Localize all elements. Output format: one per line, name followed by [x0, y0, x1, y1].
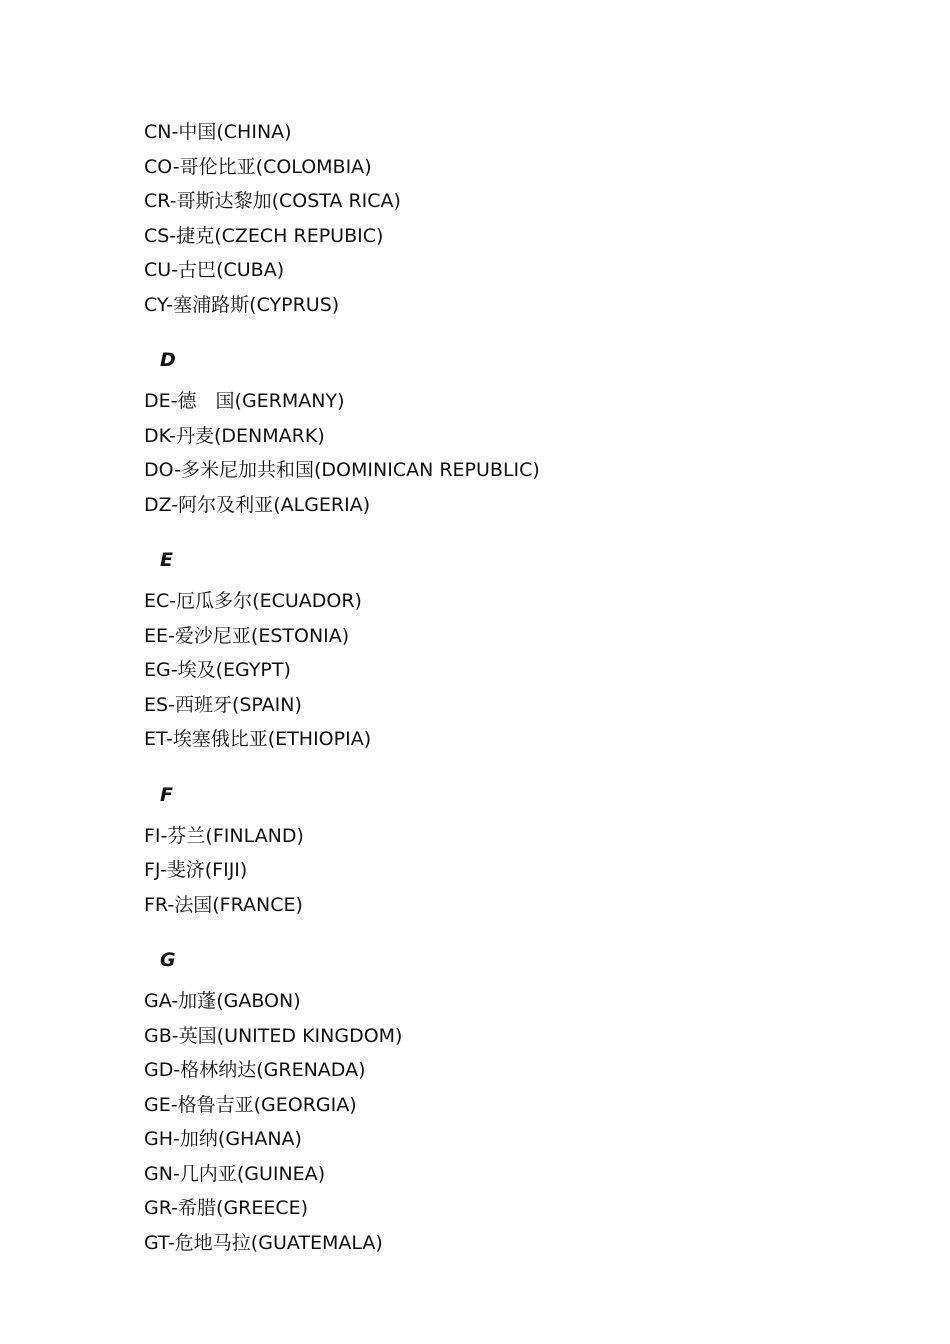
country-code: DK — [144, 424, 170, 447]
separator-dash: - — [169, 224, 177, 247]
close-paren: ) — [239, 859, 248, 881]
country-name-english: GHANA — [225, 1128, 295, 1150]
country-name-chinese: 哥斯达黎加 — [176, 190, 272, 212]
country-code: GD — [144, 1059, 174, 1081]
open-paren: ( — [216, 1024, 225, 1047]
open-paren: ( — [216, 259, 224, 281]
country-name-chinese: 加纳 — [179, 1128, 218, 1150]
country-entry — [144, 853, 904, 888]
country-code: GA — [144, 990, 172, 1012]
country-code: DE — [144, 390, 171, 412]
close-paren: ) — [375, 224, 384, 247]
country-name-english: FRANCE — [219, 893, 296, 916]
separator-dash: - — [173, 1059, 181, 1081]
separator-dash: - — [159, 859, 167, 881]
country-entry — [144, 653, 904, 688]
separator-dash: - — [169, 424, 176, 447]
open-paren: ( — [214, 224, 222, 247]
close-paren: ) — [296, 824, 304, 847]
close-paren: ) — [358, 1059, 366, 1081]
country-code: ES — [144, 693, 169, 716]
country-entry — [144, 488, 904, 523]
country-entry — [144, 1226, 904, 1261]
country-name-chinese: 斐济 — [166, 859, 205, 881]
country-entry — [144, 453, 904, 488]
separator-dash: - — [167, 893, 175, 916]
country-entry — [144, 1053, 904, 1088]
open-paren: ( — [216, 990, 224, 1012]
close-paren: ) — [294, 1128, 302, 1150]
country-code: CU — [144, 259, 172, 281]
country-entry — [144, 688, 904, 723]
close-paren: ) — [276, 259, 285, 281]
country-name-chinese: 埃塞俄比亚 — [172, 728, 268, 750]
country-name-chinese: 危地马拉 — [174, 1231, 251, 1254]
separator-dash: - — [171, 493, 179, 516]
country-code: CY — [144, 293, 167, 316]
close-paren: ) — [393, 190, 401, 212]
country-name-english: COSTA RICA — [279, 190, 394, 212]
country-name-chinese: 阿尔及利亚 — [178, 493, 274, 516]
close-paren: ) — [331, 293, 340, 316]
country-code: FI — [144, 824, 161, 847]
country-name-chinese: 格鲁吉亚 — [177, 1093, 254, 1116]
open-paren: ( — [213, 424, 222, 447]
country-code: EE — [144, 624, 169, 647]
open-paren: ( — [231, 693, 240, 716]
open-paren: ( — [204, 859, 213, 881]
close-paren: ) — [295, 893, 303, 916]
country-entry — [144, 1191, 904, 1226]
country-name-chinese: 几内亚 — [179, 1162, 237, 1185]
separator-dash: - — [169, 590, 177, 612]
country-name-chinese: 希腊 — [178, 1197, 217, 1219]
country-code: GT — [144, 1231, 168, 1254]
section-letter-heading: E — [160, 549, 173, 571]
separator-dash: - — [173, 1128, 180, 1150]
country-name-chinese: 塞浦路斯 — [173, 293, 250, 316]
close-paren: ) — [362, 493, 371, 516]
close-paren: ) — [317, 1162, 326, 1185]
country-entry — [144, 150, 904, 185]
separator-dash: - — [172, 155, 180, 178]
country-name-english: ETHIOPIA — [275, 728, 364, 750]
section-letter-heading: G — [160, 949, 176, 971]
country-entry — [144, 384, 904, 419]
country-name-english: GEORGIA — [261, 1093, 350, 1116]
country-name-chinese: 丹麦 — [175, 424, 214, 447]
country-code: GB — [144, 1024, 172, 1047]
separator-dash: - — [171, 121, 179, 143]
country-entry — [144, 1019, 904, 1054]
country-entry — [144, 584, 904, 619]
country-name-chinese: 法国 — [174, 893, 213, 916]
close-paren: ) — [300, 1197, 309, 1219]
country-code: FR — [144, 893, 168, 916]
open-paren: ( — [273, 493, 281, 516]
separator-dash: - — [168, 624, 175, 647]
country-entry — [144, 819, 904, 854]
separator-dash: - — [170, 390, 178, 412]
separator-dash: - — [171, 259, 179, 281]
country-name-chinese: 德 国 — [177, 390, 235, 412]
country-name-english: COLOMBIA — [263, 155, 365, 178]
separator-dash: - — [160, 824, 168, 847]
country-entry — [144, 1122, 904, 1157]
country-entry — [144, 1157, 904, 1192]
country-name-english: ESTONIA — [258, 624, 342, 647]
open-paren: ( — [234, 390, 242, 412]
country-name-english: GREECE — [223, 1197, 301, 1219]
open-paren: ( — [250, 624, 259, 647]
country-name-english: SPAIN — [239, 693, 295, 716]
country-name-english: GERMANY — [241, 390, 338, 412]
country-entry — [144, 253, 904, 288]
country-name-english: EGYPT — [223, 659, 284, 681]
separator-dash: - — [170, 659, 178, 681]
country-entry — [144, 419, 904, 454]
country-name-english: CYPRUS — [256, 293, 332, 316]
country-entry — [144, 722, 904, 757]
country-entry — [144, 888, 904, 923]
section-letter-heading: D — [160, 349, 176, 371]
separator-dash: - — [171, 1024, 179, 1047]
open-paren: ( — [216, 121, 224, 143]
country-name-chinese: 加蓬 — [178, 990, 217, 1012]
close-paren: ) — [341, 624, 350, 647]
separator-dash: - — [171, 1197, 179, 1219]
country-name-english: DOMINICAN REPUBLIC — [321, 459, 533, 481]
separator-dash: - — [174, 459, 181, 481]
country-code: DZ — [144, 493, 172, 516]
country-name-chinese: 捷克 — [176, 224, 215, 247]
open-paren: ( — [314, 459, 322, 481]
country-name-english: CHINA — [223, 121, 285, 143]
country-code-list — [144, 115, 904, 1260]
country-name-english: ECUADOR — [259, 590, 355, 612]
country-code: CS — [144, 224, 170, 247]
open-paren: ( — [256, 1059, 264, 1081]
close-paren: ) — [375, 1231, 383, 1254]
separator-dash: - — [169, 190, 177, 212]
country-code: EG — [144, 659, 171, 681]
close-paren: ) — [317, 424, 325, 447]
separator-dash: - — [167, 1231, 175, 1254]
separator-dash: - — [172, 1162, 180, 1185]
country-name-chinese: 古巴 — [178, 259, 217, 281]
country-name-chinese: 中国 — [178, 121, 217, 143]
country-code: GR — [144, 1197, 172, 1219]
section-letter-heading: F — [160, 783, 173, 806]
country-entry — [144, 288, 904, 323]
open-paren: ( — [250, 1231, 259, 1254]
close-paren: ) — [354, 590, 362, 612]
close-paren: ) — [293, 990, 301, 1012]
close-paren: ) — [363, 728, 372, 750]
separator-dash: - — [165, 728, 173, 750]
country-name-english: DENMARK — [221, 424, 318, 447]
open-paren: ( — [271, 190, 279, 212]
close-paren: ) — [337, 390, 345, 412]
open-paren: ( — [255, 155, 264, 178]
country-name-chinese: 厄瓜多尔 — [176, 590, 253, 612]
country-entry — [144, 219, 904, 254]
country-code: ET — [144, 728, 166, 750]
separator-dash: - — [171, 990, 179, 1012]
country-code: GE — [144, 1093, 171, 1116]
country-entry — [144, 984, 904, 1019]
close-paren: ) — [364, 155, 372, 178]
open-paren: ( — [253, 1093, 262, 1116]
close-paren: ) — [294, 693, 302, 716]
country-code: GH — [144, 1128, 174, 1150]
country-code: GN — [144, 1162, 173, 1185]
open-paren: ( — [212, 893, 220, 916]
country-name-chinese: 芬兰 — [167, 824, 206, 847]
country-code: CO — [144, 155, 173, 178]
country-entry — [144, 184, 904, 219]
country-name-english: ALGERIA — [280, 493, 363, 516]
country-name-chinese: 英国 — [178, 1024, 217, 1047]
country-name-english: UNITED KINGDOM — [224, 1024, 396, 1047]
country-code: DO — [144, 459, 175, 481]
country-name-english: CZECH REPUBIC — [221, 224, 376, 247]
country-name-chinese: 西班牙 — [174, 693, 232, 716]
country-code: CN — [144, 121, 172, 143]
country-code: FJ — [144, 859, 160, 881]
country-name-english: CUBA — [223, 259, 277, 281]
open-paren: ( — [205, 824, 213, 847]
close-paren: ) — [284, 121, 292, 143]
country-code: EC — [144, 590, 170, 612]
country-name-chinese: 多米尼加共和国 — [180, 459, 314, 481]
close-paren: ) — [349, 1093, 357, 1116]
open-paren: ( — [267, 728, 276, 750]
country-entry — [144, 115, 904, 150]
separator-dash: - — [168, 693, 175, 716]
country-name-chinese: 格林纳达 — [180, 1059, 257, 1081]
country-entry — [144, 619, 904, 654]
separator-dash: - — [166, 293, 174, 316]
open-paren: ( — [215, 659, 224, 681]
country-name-english: FINLAND — [212, 824, 297, 847]
open-paren: ( — [252, 590, 260, 612]
close-paren: ) — [395, 1024, 403, 1047]
separator-dash: - — [170, 1093, 178, 1116]
country-name-english: FIJI — [212, 859, 240, 881]
country-name-english: GUATEMALA — [258, 1231, 376, 1254]
country-name-chinese: 哥伦比亚 — [179, 155, 256, 178]
close-paren: ) — [283, 659, 291, 681]
country-name-english: GUINEA — [244, 1162, 318, 1185]
open-paren: ( — [236, 1162, 245, 1185]
country-entry — [144, 1088, 904, 1123]
country-code: CR — [144, 190, 170, 212]
open-paren: ( — [216, 1197, 224, 1219]
open-paren: ( — [217, 1128, 226, 1150]
country-name-chinese: 爱沙尼亚 — [174, 624, 251, 647]
country-name-english: GABON — [223, 990, 294, 1012]
country-name-chinese: 埃及 — [177, 659, 216, 681]
close-paren: ) — [532, 459, 540, 481]
country-name-english: GRENADA — [263, 1059, 359, 1081]
open-paren: ( — [249, 293, 257, 316]
